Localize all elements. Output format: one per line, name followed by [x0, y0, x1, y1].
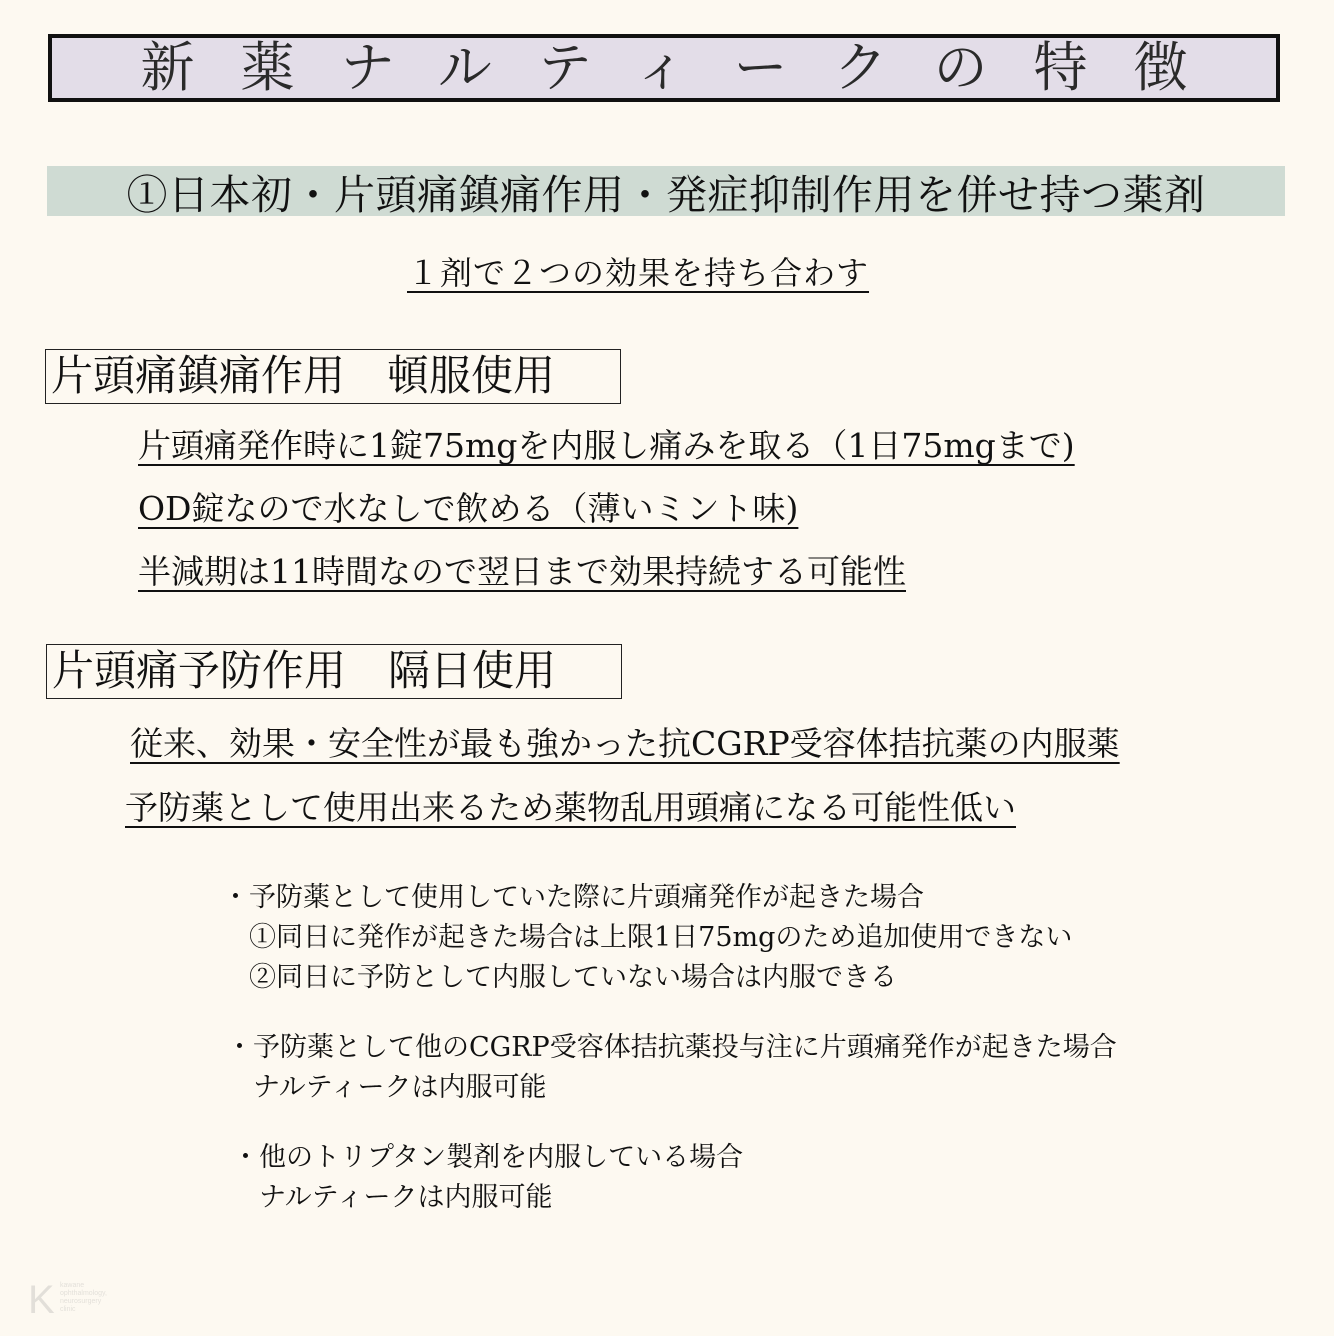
- logo-line: clinic: [60, 1306, 76, 1313]
- note-block: [226, 1028, 1117, 1108]
- note-line: ②同日に予防として内服していない場合は内服できる: [222, 962, 897, 993]
- note-block: [222, 878, 1072, 998]
- note-line: ナルティークは内服可能: [232, 1182, 553, 1213]
- logo-line: ophthalmology,: [60, 1290, 107, 1297]
- section-heading-preventive: 片頭痛予防作用 隔日使用: [46, 644, 622, 699]
- logo-text: [60, 1282, 130, 1314]
- note-line: ナルティークは内服可能: [226, 1072, 547, 1103]
- acute-line-dose: 片頭痛発作時に1錠75mgを内服し痛みを取る（1日75mgまで): [138, 426, 1075, 465]
- note-line: ・他のトリプタン製剤を内服している場合: [232, 1142, 744, 1173]
- acute-line-half-life: 半減期は11時間なので翌日まで効果持続する可能性: [138, 552, 906, 591]
- logo-line: neurosurgery: [60, 1298, 102, 1305]
- headline-text: ①日本初・片頭痛鎮痛作用・発症抑制作用を併せ持つ薬剤: [126, 170, 1206, 219]
- preventive-line-moh: 予防薬として使用出来るため薬物乱用頭痛になる可能性低い: [125, 788, 1016, 827]
- note-line: ・予防薬として使用していた際に片頭痛発作が起きた場合: [222, 882, 924, 913]
- logo-line: kawane: [60, 1282, 85, 1289]
- note-block: [232, 1138, 743, 1218]
- section-heading-acute: 片頭痛鎮痛作用 頓服使用: [45, 349, 621, 404]
- page-title: 新薬ナルティークの特徴: [140, 36, 1234, 99]
- clinic-logo: [26, 1276, 130, 1326]
- logo-letter: K: [28, 1278, 55, 1322]
- headline-banner: [47, 166, 1285, 219]
- preventive-line-cgrp: 従来、効果・安全性が最も強かった抗CGRP受容体拮抗薬の内服薬: [130, 724, 1120, 763]
- acute-line-od-tablet: OD錠なので水なしで飲める（薄いミント味): [138, 489, 799, 528]
- note-line: ①同日に発作が起きた場合は上限1日75mgのため追加使用できない: [222, 922, 1073, 953]
- subline: １剤で２つの効果を持ち合わす: [407, 254, 870, 292]
- title-box: [48, 34, 1280, 102]
- note-line: ・予防薬として他のCGRP受容体拮抗薬投与注に片頭痛発作が起きた場合: [226, 1032, 1117, 1063]
